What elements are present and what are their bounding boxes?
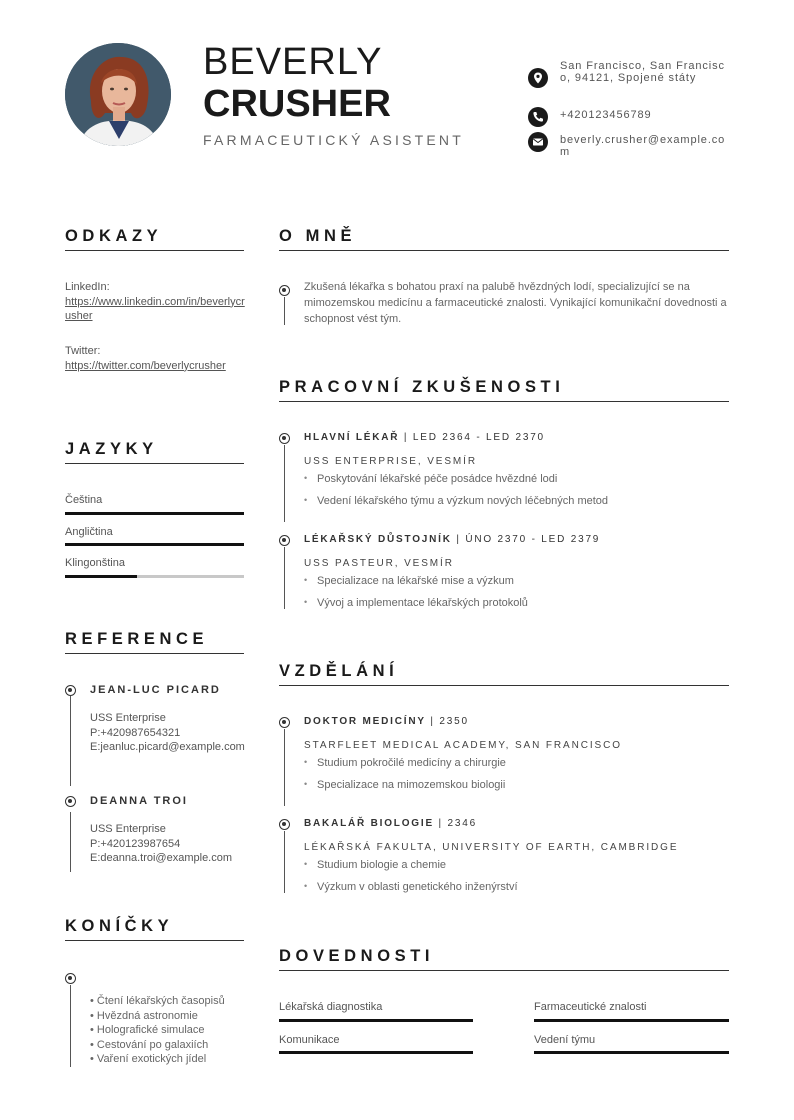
timeline-line <box>70 812 71 872</box>
job-bullet: • Vývoj a implementace lékařských protokolů <box>317 597 528 609</box>
timeline-dot-icon <box>279 285 290 296</box>
education-bullet: • Specializace na mimozemskou biologii <box>317 779 505 791</box>
language-name: Klingonština <box>65 557 125 569</box>
hobbies-heading: KONÍČKY <box>65 917 174 935</box>
school-name: LÉKAŘSKÁ FAKULTA, UNIVERSITY OF EARTH, CAMBRIDGE <box>304 842 679 853</box>
skill-level-bar <box>534 1051 729 1054</box>
job-bullet: • Poskytování lékařské péče posádce hvězdné lodi <box>317 473 557 485</box>
degree: DOKTOR MEDICÍNY <box>304 716 426 727</box>
references-divider <box>65 653 244 654</box>
timeline-line <box>70 985 71 1067</box>
education-bullet: • Studium biologie a chemie <box>317 859 446 871</box>
reference-phone: P:+420123987654 <box>90 837 181 850</box>
job-dates: ÚNO 2370 - LED 2379 <box>465 534 601 545</box>
education-title: BAKALÁŘ BIOLOGIE | 2346 <box>304 818 477 829</box>
job-bullet: • Specializace na lékařské mise a výzkum <box>317 575 514 587</box>
skill-level-fill <box>279 1051 473 1054</box>
last-name: CRUSHER <box>203 83 391 125</box>
language-level-bar <box>65 575 244 578</box>
degree-year: 2346 <box>447 818 477 829</box>
about-heading: O MNĚ <box>279 227 357 245</box>
hobbies-list <box>90 994 250 1067</box>
timeline-dot-icon <box>279 535 290 546</box>
education-heading: VZDĚLÁNÍ <box>279 662 399 680</box>
link-label: Twitter: <box>65 345 101 357</box>
skill-level-bar <box>279 1019 473 1022</box>
link-item-twitter <box>65 344 245 373</box>
timeline-line <box>70 696 71 786</box>
experience-divider <box>279 401 729 402</box>
reference-email: E:deanna.troi@example.com <box>90 852 233 864</box>
job-bullet: • Vedení lékařského týmu a výzkum nových léčebných metod <box>317 495 608 507</box>
school-name: STARFLEET MEDICAL ACADEMY, SAN FRANCISCO <box>304 740 622 751</box>
first-name: BEVERLY <box>203 41 383 83</box>
links-divider <box>65 250 244 251</box>
languages-heading: JAZYKY <box>65 440 158 458</box>
location-pin-icon <box>528 68 548 88</box>
reference-phone: P:+420987654321 <box>90 726 181 739</box>
profile-photo <box>65 43 171 146</box>
skill-name: Vedení týmu <box>534 1034 596 1046</box>
email-icon <box>528 132 548 152</box>
timeline-dot-icon <box>279 717 290 728</box>
job-role: LÉKAŘSKÝ DŮSTOJNÍK <box>304 534 452 545</box>
skill-level-bar <box>279 1051 473 1054</box>
experience-title: LÉKAŘSKÝ DŮSTOJNÍK | ÚNO 2370 - LED 2379 <box>304 534 601 545</box>
hobby-item: • Cestování po galaxiích <box>90 1038 209 1051</box>
timeline-line <box>284 445 285 522</box>
language-level-bar <box>65 512 244 515</box>
language-name: Čeština <box>65 494 103 506</box>
skill-level-fill <box>279 1019 473 1022</box>
education-title: DOKTOR MEDICÍNY | 2350 <box>304 716 469 727</box>
degree-year: 2350 <box>439 716 469 727</box>
reference-name: JEAN-LUC PICARD <box>90 684 221 696</box>
link-label: LinkedIn: <box>65 281 110 293</box>
contact-address: San Francisco, San Francisco, 94121, Spojené státy <box>560 60 725 84</box>
job-role: HLAVNÍ LÉKAŘ <box>304 432 400 443</box>
job-dates: LED 2364 - LED 2370 <box>412 432 545 443</box>
skill-name: Lékařská diagnostika <box>279 1001 383 1013</box>
education-divider <box>279 685 729 686</box>
skills-divider <box>279 970 729 971</box>
education-bullet: • Výzkum v oblasti genetického inženýrství <box>317 881 518 893</box>
contact-email: beverly.crusher@example.com <box>560 134 726 158</box>
reference-email: E:jeanluc.picard@example.com <box>90 741 245 753</box>
languages-divider <box>65 463 244 464</box>
skills-heading: DOVEDNOSTI <box>279 947 435 965</box>
phone-icon <box>528 107 548 127</box>
job-organization: USS PASTEUR, VESMÍR <box>304 558 454 569</box>
timeline-dot-icon <box>65 973 76 984</box>
links-heading: ODKAZY <box>65 227 163 245</box>
hobbies-divider <box>65 940 244 941</box>
experience-title: HLAVNÍ LÉKAŘ | LED 2364 - LED 2370 <box>304 432 545 443</box>
timeline-line <box>284 547 285 609</box>
job-organization: USS ENTERPRISE, VESMÍR <box>304 456 477 467</box>
hobby-item: • Holografické simulace <box>90 1024 205 1036</box>
reference-name: DEANNA TROI <box>90 795 188 807</box>
about-divider <box>279 250 729 251</box>
about-text: Zkušená lékařka s bohatou praxí na palubě hvězdných lodí, specializující se na mimozemskou medicínu a farmaceutické znalosti. Vynikající komunikační dovednosti a schopnost vést tým. <box>304 281 727 325</box>
timeline-line <box>284 297 285 325</box>
reference-company: USS Enterprise <box>90 823 166 835</box>
skill-name: Komunikace <box>279 1034 340 1046</box>
hobby-item: • Hvězdná astronomie <box>90 1009 198 1022</box>
language-level-bar <box>65 543 244 546</box>
education-bullet: • Studium pokročilé medicíny a chirurgie <box>317 757 506 769</box>
contact-phone: +420123456789 <box>560 109 652 121</box>
experience-heading: PRACOVNÍ ZKUŠENOSTI <box>279 378 565 396</box>
skill-name: Farmaceutické znalosti <box>534 1001 647 1013</box>
twitter-link[interactable]: https://twitter.com/beverlycrusher <box>65 359 226 372</box>
language-level-fill <box>65 575 137 578</box>
hobby-item: • Vaření exotických jídel <box>90 1053 207 1065</box>
skill-level-fill <box>534 1051 729 1054</box>
job-title: FARMACEUTICKÝ ASISTENT <box>203 132 464 148</box>
reference-details <box>90 711 245 755</box>
timeline-line <box>284 831 285 893</box>
language-level-fill <box>65 512 244 515</box>
link-item-linkedin <box>65 280 245 324</box>
reference-details <box>90 822 250 866</box>
skill-level-bar <box>534 1019 729 1022</box>
language-name: Angličtina <box>65 526 113 538</box>
skill-level-fill <box>534 1019 729 1022</box>
hobby-item: • Čtení lékařských časopisů <box>90 995 225 1007</box>
language-level-fill <box>65 543 244 546</box>
linkedin-link[interactable]: https://www.linkedin.com/in/beverlycrusher <box>65 295 245 322</box>
reference-company: USS Enterprise <box>90 712 166 724</box>
degree: BAKALÁŘ BIOLOGIE <box>304 818 434 829</box>
timeline-line <box>284 729 285 806</box>
timeline-dot-icon <box>65 796 76 807</box>
timeline-dot-icon <box>279 819 290 830</box>
timeline-dot-icon <box>65 685 76 696</box>
timeline-dot-icon <box>279 433 290 444</box>
references-heading: REFERENCE <box>65 630 209 648</box>
